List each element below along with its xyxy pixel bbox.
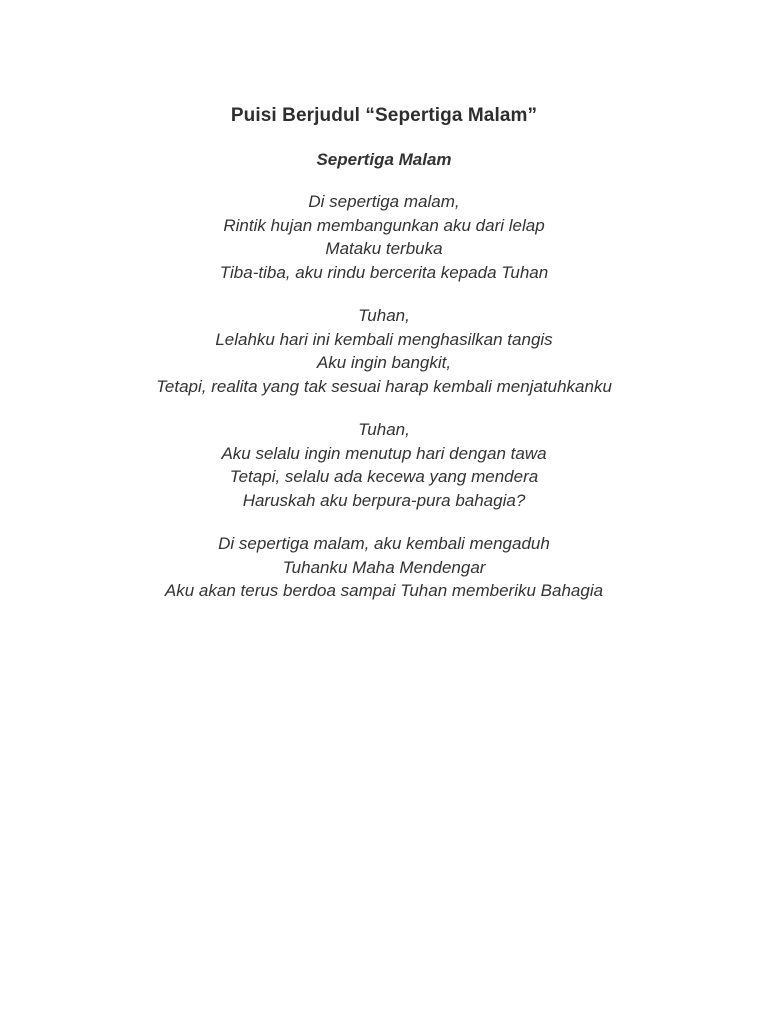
poem-line: Tiba-tiba, aku rindu bercerita kepada Tuhan bbox=[219, 262, 549, 282]
poem-line: Tuhan, bbox=[358, 420, 410, 439]
poem-line: Di sepertiga malam, aku kembali mengaduh bbox=[218, 534, 550, 553]
poem-line: Tuhan, bbox=[358, 306, 410, 325]
poem-line: Lelahku hari ini kembali menghasilkan tangis bbox=[215, 329, 553, 349]
poem-line: Tuhanku Maha Mendengar bbox=[282, 557, 486, 577]
stanza-1 bbox=[0, 190, 768, 284]
poem-line: Aku selalu ingin menutup hari dengan tawa bbox=[221, 443, 547, 463]
poem-line: Aku akan terus berdoa sampai Tuhan memberiku Bahagia bbox=[164, 581, 604, 600]
poem-line: Haruskah aku berpura-pura bahagia? bbox=[242, 490, 526, 510]
stanza-2 bbox=[0, 304, 768, 398]
poem-line: Tetapi, realita yang tak sesuai harap kembali menjatuhkanku bbox=[156, 376, 612, 396]
poem-line: Mataku terbuka bbox=[325, 239, 443, 258]
poem-line: Aku ingin bangkit, bbox=[316, 353, 452, 372]
poem-body bbox=[0, 190, 768, 623]
stanza-4 bbox=[0, 532, 768, 603]
poem-line: Tetapi, selalu ada kecewa yang mendera bbox=[229, 467, 539, 486]
poem-title: Sepertiga Malam bbox=[316, 150, 452, 169]
poem-line: Rintik hujan membangunkan aku dari lelap bbox=[223, 215, 545, 235]
stanza-3 bbox=[0, 418, 768, 512]
poem-line: Di sepertiga malam, bbox=[308, 192, 460, 211]
document-title: Puisi Berjudul “Sepertiga Malam” bbox=[230, 105, 538, 126]
